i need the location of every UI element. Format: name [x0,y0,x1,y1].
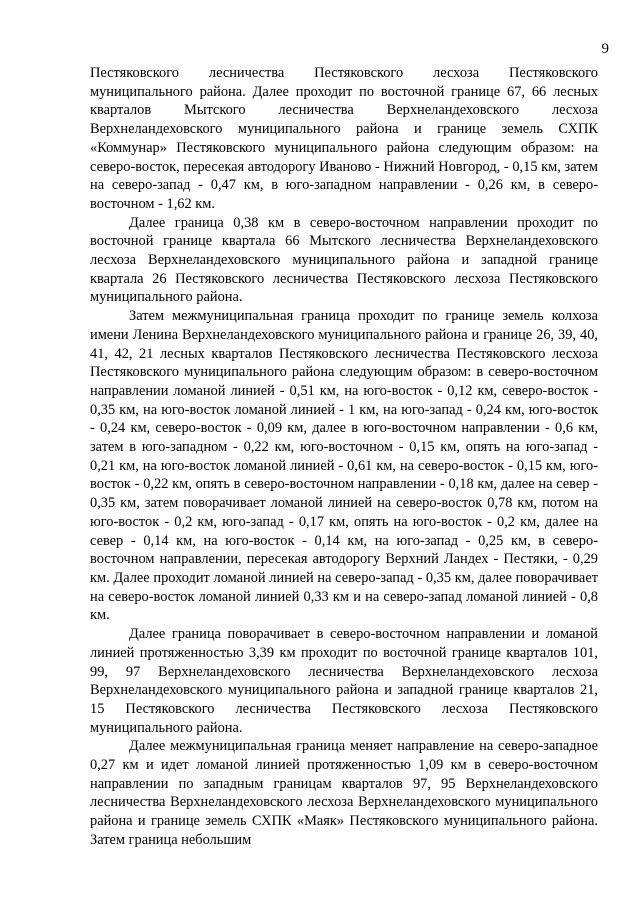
document-body [90,64,598,850]
paragraph-boundary-quarter-66: Далее граница 0,38 км в северо-восточном направлении проходит по восточной границе квартала 66 Мытского лесничества Верхнеландеховского лесхоза Верхнеландеховского муниципального района и западной границе квартала 26 Пестяковского лесничества Пестяковского лесхоза Пестяковского муниципального района. [90,214,598,306]
paragraph-boundary-mayak: Далее межмуниципальная граница меняет направление на северо-западное 0,27 км и идет ломаной линией протяженностью 1,09 км в северо-восточном направлении по западным границам кварталов 97, 95 Верхнеландеховского лесничества Верхнеландеховского лесхоза Верхнеландеховского муниципального района и границе земель СХПК «Маяк» Пестяковского муниципального района. Затем граница небольшим [90,738,598,848]
page-number: 9 [601,41,609,57]
paragraph-boundary-northeast-turn: Далее граница поворачивает в северо-восточном направлении и ломаной линией протяженностью 3,39 км проходит по восточной границе кварталов 101, 99, 97 Верхнеландеховского лесничества Верхнеландеховского лесхоза Верхнеландеховского муниципального района и западной границе кварталов 21, 15 Пестяковского лесничества Пестяковского лесхоза Пестяковского муниципального района. [90,626,598,736]
paragraph-boundary-lenin-kolkhoz: Затем межмуниципальная граница проходит по границе земель колхоза имени Ленина Верхнеландеховского муниципального района и границе 26, 39, 40, 41, 42, 21 лесных кварталов Пестяковского лесничества Пестяковского лесхоза Пестяковского муниципального района следующим образом: в северо-восточном направлении ломаной линией - 0,51 км, на юго-восток - 0,12 км, северо-восток - 0,35 км, на юго-восток ломаной линией - 1 км, на юго-запад - 0,24 км, юго-восток - 0,24 км, северо-восток - 0,09 км, далее в юго-восточном направлении - 0,6 км, затем в юго-западном - 0,22 км, юго-восточном - 0,15 км, опять на юго-запад - 0,21 км, на юго-восток ломаной линией - 0,61 км, на северо-восток - 0,15 км, юго-восток - 0,22 км, опять в северо-восточном направлении - 0,18 км, далее на север - 0,35 км, затем поворачивает ломаной линией на северо-восток 0,78 км, потом на юго-восток - 0,2 км, юго-запад - 0,17 км, опять на юго-восток - 0,2 км, далее на север - 0,14 км, на юго-восток - 0,14 км, на юго-запад - 0,25 км, в северо-восточном направлении, пересекая автодорогу Верхний Ландех - Пестяки, - 0,29 км. Далее проходит ломаной линией на северо-запад - 0,35 км, далее поворачивает на северо-восток ломаной линией 0,33 км и на северо-запад ломаной линией - 0,8 км. [90,308,598,624]
paragraph-continuation: Пестяковского лесничества Пестяковского лесхоза Пестяковского муниципального района. Далее проходит по восточной границе 67, 66 лесных кварталов Мытского лесничества Верхнеландеховского лесхоза Верхнеландеховского муниципального района и границе земель СХПК «Коммунар» Пестяковского муниципального района следующим образом: на северо-восток, пересекая автодорогу Иваново - Нижний Новгород, - 0,15 км, затем на северо-запад - 0,47 км, в юго-западном направлении - 0,26 км, в северо-восточном - 1,62 км. [90,65,598,212]
